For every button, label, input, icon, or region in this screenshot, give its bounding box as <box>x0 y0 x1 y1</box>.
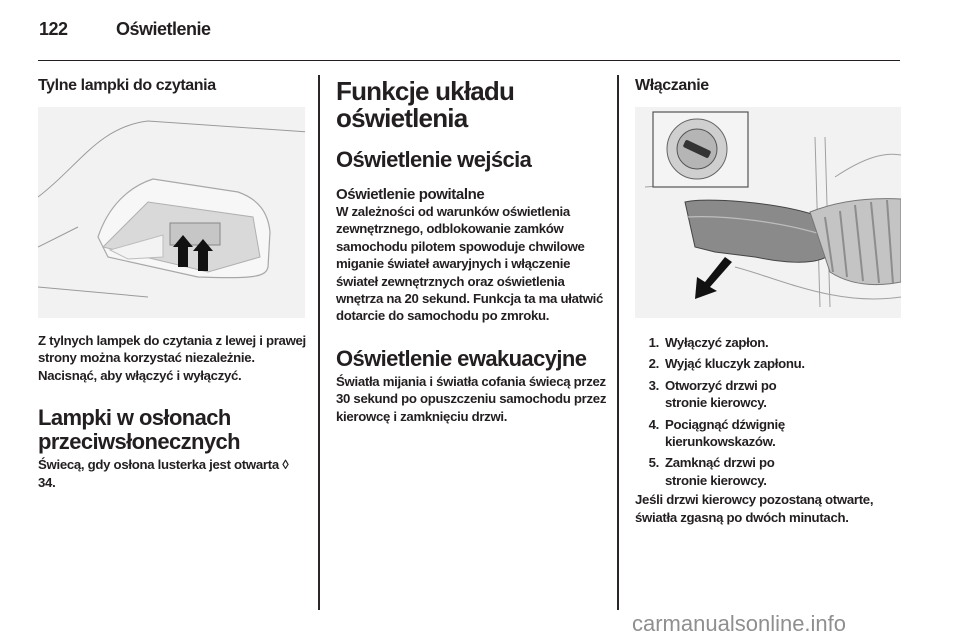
column-1 <box>38 76 308 96</box>
reading-lamps-description: Z tylnych lampek do czytania z lewej i prawej strony można korzystać niezależnie. Nacisnąć, aby włączyć i wyłączyć. <box>38 333 306 383</box>
column-3-text <box>635 334 905 526</box>
section-heading-sun-visor-lamps: Lampki w osłonach przeciwsłonecznych <box>38 405 240 455</box>
list-item: 4. Pociągnąć dźwignię kierunkowskazów. <box>648 416 785 450</box>
section-heading-entry-lighting: Oświetlenie wejścia <box>336 147 532 172</box>
column-1-text <box>38 332 308 491</box>
list-item: 1. Wyłączyć zapłon. <box>648 335 769 350</box>
ignition-lever-figure <box>635 107 901 318</box>
reading-lamp-figure <box>38 107 305 318</box>
header-divider <box>38 60 900 61</box>
exit-lighting-description: Światła mijania i światła cofania świecą przez 30 sekund po opuszczeniu samochodu przez kierowcę i zamknięciu drzwi. <box>336 373 607 424</box>
list-item: 5. Zamknąć drzwi po stronie kierowcy. <box>648 455 775 488</box>
column-2 <box>336 78 611 425</box>
chapter-section-title: Funkcje układu oświetlenia <box>336 76 515 133</box>
activation-note: Jeśli drzwi kierowcy pozostaną otwarte, światła zgasną po dwóch minutach. <box>635 492 874 525</box>
sun-visor-lamps-description: Świecą, gdy osłona lusterka jest otwarta ◊ 34. <box>38 457 289 490</box>
list-item: 3. Otworzyć drzwi po stronie kierowcy. <box>648 377 777 411</box>
subsection-heading-welcome-lighting: Oświetlenie powitalne <box>336 186 485 203</box>
section-heading-activation: Włączanie <box>635 77 709 94</box>
ceiling-lamp-illustration <box>38 107 305 318</box>
section-heading-exit-lighting: Oświetlenie ewakuacyjne <box>336 345 587 371</box>
activation-steps-list <box>635 334 905 489</box>
welcome-lighting-description: W zależności od warunków oświetlenia zewnętrznego, odblokowanie zamków samochodu pilotem spowoduje chwilowe miganie świateł awaryjnych i włączenie świateł zewnętrznych oraz oświetlenia wnętrza na 20 sekund. Funkcja ta ma ułatwić dotarcie do samochodu po zmroku. <box>336 204 604 324</box>
column-divider-2 <box>617 75 619 610</box>
chapter-title: Oświetlenie <box>116 19 211 39</box>
column-3 <box>635 76 905 96</box>
list-item: 2. Wyjąć kluczyk zapłonu. <box>648 356 805 372</box>
watermark: carmanualsonline.info <box>632 611 847 636</box>
column-divider-1 <box>318 75 320 610</box>
turn-signal-lever-illustration <box>635 107 901 318</box>
section-heading-rear-reading-lamps: Tylne lampki do czytania <box>38 77 216 94</box>
page-number: 122 <box>39 19 68 39</box>
